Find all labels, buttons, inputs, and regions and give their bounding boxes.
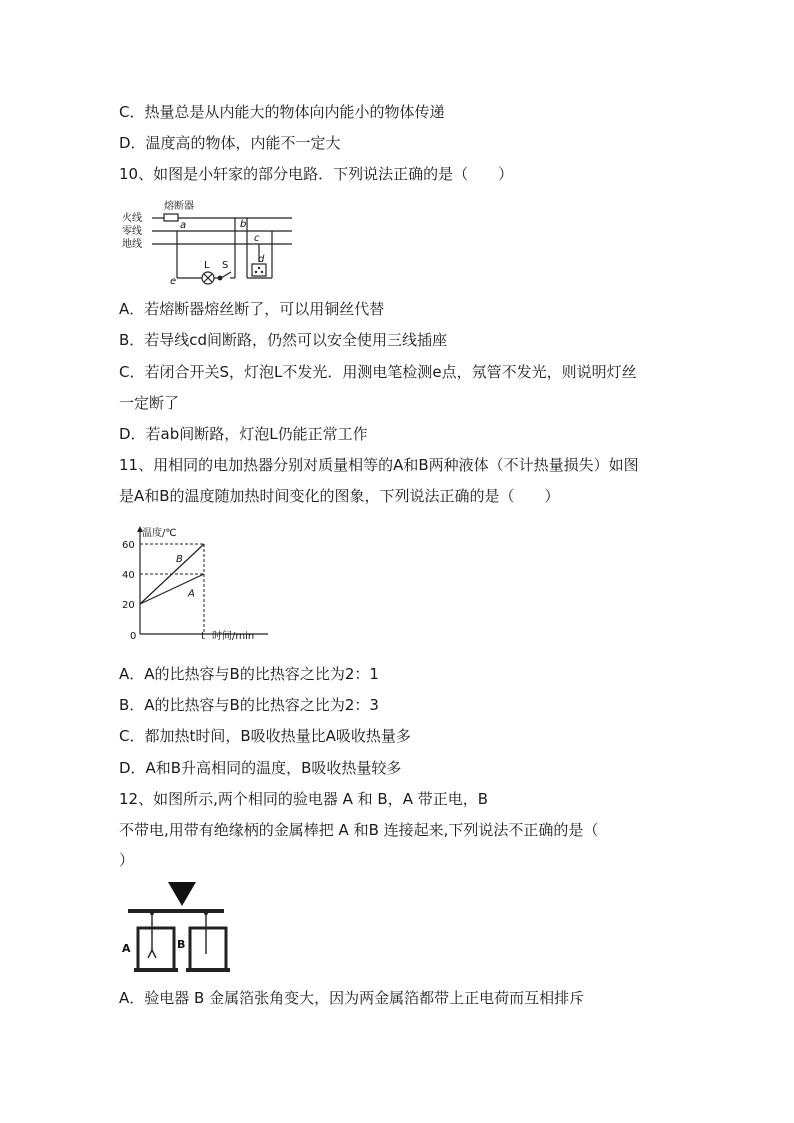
switch-label: S <box>222 260 229 271</box>
q12-stem-line3: ） <box>119 851 135 869</box>
electroscope-b <box>190 928 226 970</box>
point-d-label: d <box>258 254 265 265</box>
q11-option-b: B．A的比热容与B的比热容之比为2：3 <box>119 696 379 714</box>
q12-option-a: A．验电器 B 金属箔张角变大，因为两金属箔都带上正电荷而互相排斥 <box>119 989 585 1007</box>
series-label-B: B <box>176 554 183 565</box>
neutral-wire-label: 零线 <box>122 226 142 237</box>
ground-wire-label: 地线 <box>122 239 142 250</box>
q10-option-b: B．若导线cd间断路，仍然可以安全使用三线插座 <box>119 331 448 349</box>
electroscope-b-label: B <box>177 938 186 951</box>
point-c-label: c <box>254 233 260 244</box>
q10-option-a: A．若熔断器熔丝断了，可以用铜丝代替 <box>119 300 385 318</box>
y-tick-label-60: 60 <box>122 540 135 551</box>
electroscope-a-label: A <box>122 942 131 955</box>
q10-option-c-line1: C．若闭合开关S，灯泡L不发光．用测电笔检测e点，氖管不发光，则说明灯丝 <box>119 363 637 381</box>
lamp-label: L <box>204 260 210 271</box>
q9-option-d: D．温度高的物体，内能不一定大 <box>119 134 341 152</box>
x-tick-label-t: t <box>201 631 205 642</box>
q11-option-c: C．都加热t时间，B吸收热量比A吸收热量多 <box>119 727 411 745</box>
q9-option-c: C．热量总是从内能大的物体向内能小的物体传递 <box>119 103 445 121</box>
q11-stem-line2: 是A和B的温度随加热时间变化的图象，下列说法正确的是（ ） <box>119 487 560 505</box>
metal-rod <box>128 909 224 913</box>
electroscope-figure <box>118 878 234 978</box>
q10-option-d: D．若ab间断路，灯泡L仍能正常工作 <box>119 425 368 443</box>
q10-stem: 10、如图是小轩家的部分电路．下列说法正确的是（ ） <box>119 165 514 183</box>
point-b-label: b <box>240 219 247 230</box>
y-tick-label-40: 40 <box>122 570 135 581</box>
q11-option-a: A．A的比热容与B的比热容之比为2：1 <box>119 665 379 683</box>
circuit-diagram <box>120 196 300 288</box>
q11-stem-line1: 11、用相同的电加热器分别对质量相等的A和B两种液体（不计热量损失）如图 <box>119 456 639 474</box>
insulating-handle-icon <box>168 882 196 906</box>
y-tick-label-20: 20 <box>122 600 135 611</box>
q12-stem-line2: 不带电,用带有绝缘柄的金属棒把 A 和B 连接起来,下列说法不正确的是（ <box>119 821 599 839</box>
live-wire-label: 火线 <box>122 213 142 224</box>
q10-option-c-line2: 一定断了 <box>119 394 180 412</box>
temperature-time-chart <box>118 522 278 646</box>
q12-stem-line1: 12、如图所示,两个相同的验电器 A 和 B，A 带正电，B <box>119 790 489 808</box>
x-tick-label-zero: 0 <box>130 631 137 642</box>
fuse-label: 熔断器 <box>164 201 194 212</box>
point-e-label: e <box>170 276 177 287</box>
x-axis-label: 时间/min <box>212 631 255 642</box>
series-label-A: A <box>188 588 195 600</box>
electroscope-a <box>138 928 174 970</box>
y-axis-label: 温度/℃ <box>142 528 177 539</box>
q11-option-d: D．A和B升高相同的温度，B吸收热量较多 <box>119 759 402 777</box>
point-a-label: a <box>180 220 187 231</box>
